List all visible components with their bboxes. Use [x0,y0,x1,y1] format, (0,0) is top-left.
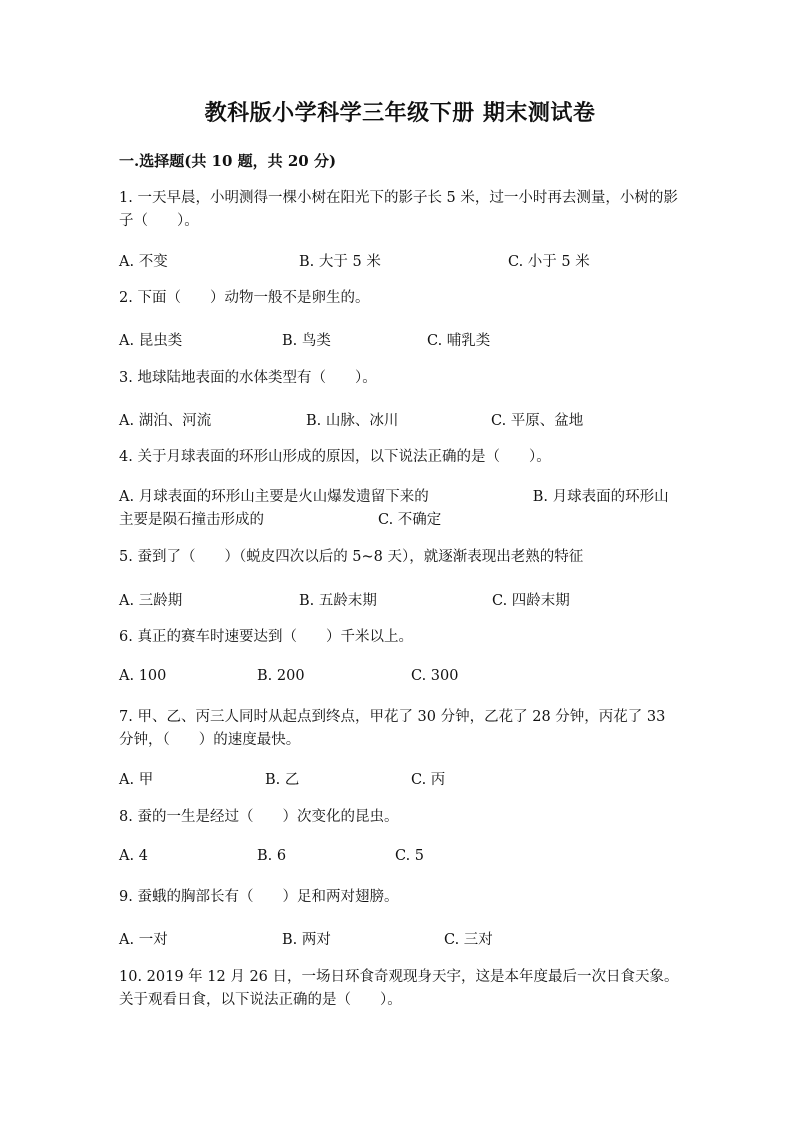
options-4 [119,486,679,532]
options-9 [119,928,699,952]
question-1: 1. 一天早晨，小明测得一棵小树在阳光下的影子长 5 米，过一小时再去测量，小树的影子（ ）。 [119,190,678,229]
option-a[interactable]: A. 甲 [119,772,154,788]
option-c[interactable]: C. 不确定 [378,512,442,528]
option-a[interactable]: A. 月球表面的环形山主要是火山爆发遗留下来的 [119,489,429,505]
option-b[interactable]: B. 乙 [265,772,300,788]
option-b[interactable]: B. 五龄末期 [299,593,377,609]
option-c[interactable]: C. 平原、盆地 [491,413,584,429]
options-5 [119,589,699,613]
option-c[interactable]: C. 哺乳类 [427,333,491,349]
question-4: 4. 关于月球表面的环形山形成的原因，以下说法正确的是（ ）。 [119,449,551,465]
option-a[interactable]: A. 100 [119,668,167,684]
options-1 [119,250,699,274]
question-8: 8. 蚕的一生是经过（ ）次变化的昆虫。 [119,809,399,825]
option-b[interactable]: B. 山脉、冰川 [306,413,399,429]
question-5: 5. 蚕到了（ ）（蜕皮四次以后的 5~8 天），就逐渐表现出老熟的特征 [119,549,584,565]
page-title: 教科版小学科学三年级下册 期末测试卷 [204,100,596,126]
options-8 [119,848,699,872]
section-heading: 一.选择题(共 10 题，共 20 分) [119,152,337,170]
question-9: 9. 蚕蛾的胸部长有（ ）足和两对翅膀。 [119,889,399,905]
options-7 [119,768,699,792]
option-a[interactable]: A. 不变 [119,254,168,270]
option-a[interactable]: A. 一对 [119,932,168,948]
option-b[interactable]: B. 两对 [282,932,331,948]
options-3 [119,409,699,433]
options-6 [119,668,699,692]
option-a[interactable]: A. 湖泊、河流 [119,413,212,429]
question-7: 7. 甲、乙、丙三人同时从起点到终点，甲花了 30 分钟，乙花了 28 分钟，丙花了 33 分钟，（ ）的速度最快。 [119,709,666,748]
option-c[interactable]: C. 小于 5 米 [508,254,590,270]
options-2 [119,329,699,353]
option-c[interactable]: C. 5 [395,848,425,864]
option-c[interactable]: C. 三对 [444,932,493,948]
option-c[interactable]: C. 四龄末期 [492,593,570,609]
option-b[interactable]: B. 200 [257,668,305,684]
option-a[interactable]: A. 三龄期 [119,593,183,609]
option-b[interactable]: B. 鸟类 [282,333,331,349]
option-a[interactable]: A. 昆虫类 [119,333,183,349]
question-2: 2. 下面（ ）动物一般不是卵生的。 [119,290,370,306]
option-b[interactable]: B. 6 [257,848,287,864]
question-6: 6. 真正的赛车时速要达到（ ）千米以上。 [119,629,413,645]
option-b[interactable]: B. 月球表面的环形山主要是陨石撞击形成的 [119,489,669,528]
option-c[interactable]: C. 丙 [411,772,446,788]
option-a[interactable]: A. 4 [119,848,148,864]
option-c[interactable]: C. 300 [411,668,459,684]
question-3: 3. 地球陆地表面的水体类型有（ ）。 [119,370,377,386]
question-10: 10. 2019 年 12 月 26 日，一场日环食奇观现身天宇，这是本年度最后一次日食天象。关于观看日食，以下说法正确的是（ ）。 [119,969,679,1008]
option-b[interactable]: B. 大于 5 米 [299,254,381,270]
